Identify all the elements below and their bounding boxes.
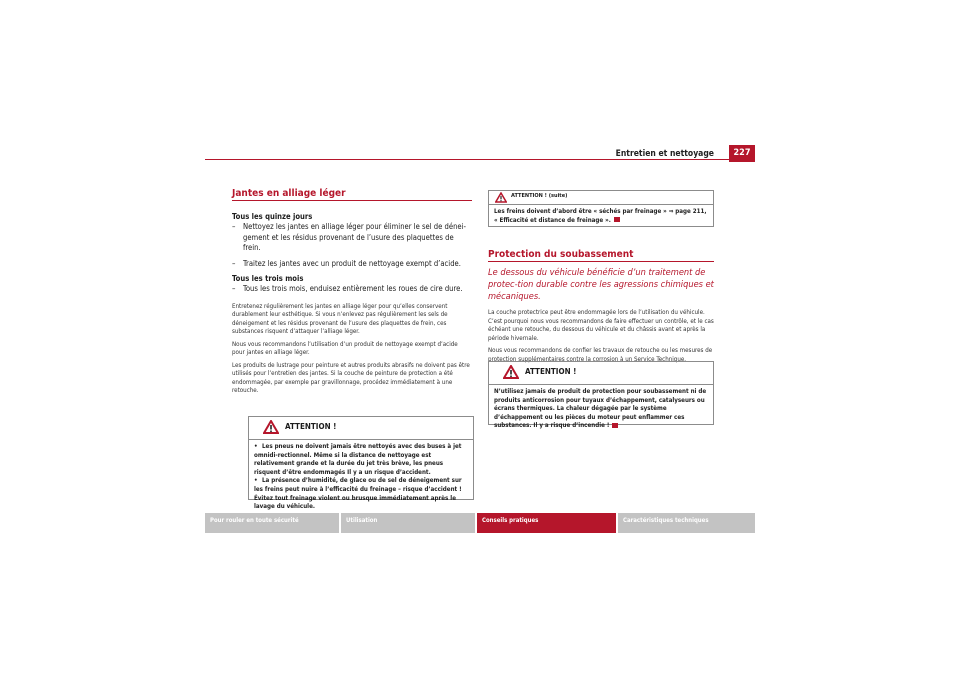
warning-triangle-icon — [503, 365, 519, 379]
paragraph: La couche protectrice peut être endommagée lors de l’utilisation du véhicule. C’est pourquoi nous vous recommandons de faire effectuer un contrôle, et le cas échéant une retouche, du dessous du véhicule et du châssis avant et après la période hivernale. — [488, 309, 714, 342]
warning-header — [489, 191, 713, 205]
paragraph: Les produits de lustrage pour peinture et autres produits abrasifs ne doivent pas être utilisés pour l’entretien des jantes. Si la couche de peinture de protection a été endommagée, par exemple par gravillonnage, procédez immédiatement à une retouche. — [232, 361, 470, 395]
chapter-title: Entretien et nettoyage — [615, 149, 714, 159]
warning-header — [489, 362, 713, 385]
footer-tab-technical-specs[interactable]: Caractéristiques techniques — [618, 513, 755, 533]
warning-label: ATTENTION ! — [525, 367, 577, 376]
warning-header — [249, 417, 473, 440]
warning-triangle-icon — [263, 420, 279, 434]
warning-triangle-icon — [495, 192, 507, 203]
heading-rule — [488, 261, 714, 262]
list-item: – Traitez les jantes avec un produit de nettoyage exempt d’acide. — [232, 258, 461, 268]
warning-text: N’utilisez jamais de produit de protection pour soubassement ni de produits anticorrosion pour tuyaux d’échappement, catalyseurs ou écrans thermiques. La chaleur dégagée par le système d’échappement ou les pièces du moteur peut enflammer ces substances. Il y a risque d’incendie ! — [494, 388, 707, 430]
warning-text: Les freins doivent d’abord être « séchés par freinage » ⇒ page 211, « Efficacité et distance de freinage ». — [494, 208, 707, 224]
paragraph: Nous vous recommandons de confier les travaux de retouche ou les mesures de protection supplémentaires contre la corrosion à un Service Technique. — [488, 347, 713, 363]
page-number: 227 — [729, 145, 755, 162]
paragraph: Nous vous recommandons l’utilisation d’un produit de nettoyage exempt d’acide pour jantes en alliage léger. — [232, 340, 458, 357]
subheading-quarterly: Tous les trois mois — [232, 274, 304, 284]
footer-tab-usage[interactable]: Utilisation — [341, 513, 475, 533]
heading-rule — [232, 200, 472, 201]
section-heading-underbody: Protection du soubassement — [488, 249, 634, 260]
section-subtitle: Le dessous du véhicule bénéficie d’un traitement de protec-tion durable contre les agressions chimiques et mécaniques. — [488, 267, 714, 302]
warning-box — [488, 361, 714, 430]
warning-bullet: • La présence d’humidité, de glace ou de sel de déneigement sur les freins peut nuire à l’efficacité du freinage – risque d’accident ! Évitez tout freinage violent ou brusque immédiatement après le lavage du véhicule. — [254, 477, 462, 511]
footer-tab-practical-tips[interactable]: Conseils pratiques — [477, 513, 616, 533]
end-mark-icon — [612, 423, 618, 428]
warning-label: ATTENTION ! — [285, 422, 337, 431]
warning-label: ATTENTION ! (suite) — [511, 193, 568, 199]
left-column — [232, 188, 472, 396]
end-mark-icon — [614, 217, 620, 222]
right-column — [488, 249, 714, 364]
subheading-fortnightly: Tous les quinze jours — [232, 212, 313, 221]
warning-box-continued — [488, 190, 714, 227]
footer-tab-safety[interactable]: Pour rouler en toute sécurité — [205, 513, 339, 533]
paragraph: Entretenez régulièrement les jantes en alliage léger pour qu’elles conservent durablement leur esthétique. Si vous n’enlevez pas régulièrement les sels de déneigement et les résidus provenant de l’usure des plaquettes de frein, ces substances risquent d’attaquer l’alliage léger. — [232, 302, 448, 336]
warning-box — [248, 416, 474, 511]
header-rule — [205, 159, 729, 160]
list-item: – Tous les trois mois, enduisez entièrement les roues de cire dure. — [232, 284, 463, 294]
warning-bullet: • Les pneus ne doivent jamais être nettoyés avec des buses à jet omnidi-rectionnel. Même si la distance de nettoyage est relativement grande et la durée du jet très brève, les pneus risquent d’être endommagés Il y a un risque d’accident. — [254, 443, 462, 476]
section-heading-rims: Jantes en alliage léger — [232, 188, 346, 199]
list-item: – Nettoyez les jantes en alliage léger pour éliminer le sel de dénei- gement et les résidus provenant de l’usure des plaquettes de frein. — [232, 222, 466, 253]
